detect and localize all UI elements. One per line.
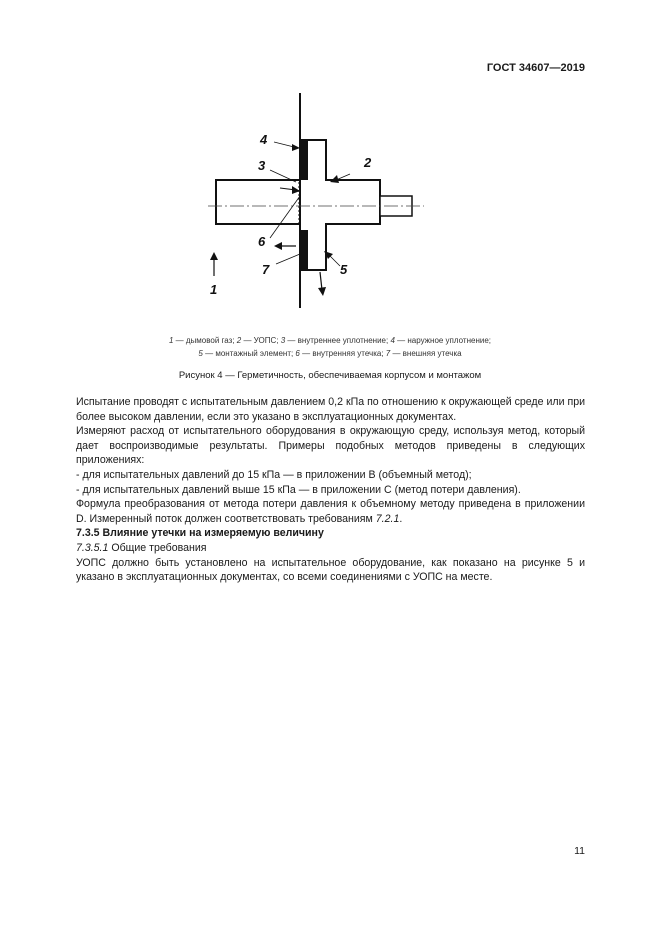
bottom-leak-arrow — [320, 272, 322, 290]
figure-4-diagram — [196, 90, 436, 310]
label-2: 2 — [364, 155, 372, 170]
outer-seal-bottom — [300, 230, 308, 270]
legend-entry: 1 — дымовой газ; — [168, 336, 237, 345]
figure-legend-line-1 — [60, 334, 600, 347]
paragraph-measure-flow: Измеряют расход от испытательного оборудования в окружающую среду, используя метод, который дает воспроизводимые результаты. Примеры подобных методов приведены в следующих приложениях: — [76, 425, 585, 467]
label-7: 7 — [262, 262, 270, 277]
leader-4-head — [292, 144, 300, 151]
paragraph-installation: УОПС должно быть установлено на испытательное оборудование, как показано на рисунке 5 и указано в эксплуатационных документах, со всеми соединениями с УОПС на месте. — [76, 556, 585, 584]
legend-entry: 3 — внутреннее уплотнение; — [280, 336, 391, 345]
section-heading-7-3-5: 7.3.5 Влияние утечки на измеряемую величину — [76, 527, 324, 540]
subsection-heading-7-3-5-1: 7.3.5.1 Общие требования — [76, 541, 207, 554]
body-text — [76, 395, 585, 585]
flue-gas-arrowhead — [210, 252, 218, 260]
legend-entry: 7 — внешняя утечка — [385, 349, 462, 358]
legend-entry: 4 — наружное уплотнение; — [390, 336, 492, 345]
figure-caption: Рисунок 4 — Герметичность, обеспечиваемая корпусом и монтажом — [178, 370, 482, 381]
paragraph-formula: Формула преобразования от метода потери давления к объемному методу приведена в приложении D. Измеренный поток должен соответствовать требованиям 7.2.1. — [76, 498, 585, 525]
label-3: 3 — [258, 158, 266, 173]
label-1: 1 — [210, 282, 218, 297]
label-5: 5 — [340, 262, 348, 277]
external-leak-arrowhead — [274, 242, 282, 250]
leader-7 — [276, 254, 300, 264]
bottom-leak-arrowhead — [318, 287, 326, 296]
list-item-method-b: - для испытательных давлений до 15 кПа — в приложении B (объемный метод); — [76, 468, 472, 481]
label-6: 6 — [258, 234, 266, 249]
label-4: 4 — [260, 132, 268, 147]
document-id: ГОСТ 34607—2019 — [486, 62, 585, 74]
paragraph-test-pressure: Испытание проводят с испытательным давлением 0,2 кПа по отношению к окружающей среде или при более высоком давлении, если это указано в эксплуатационных документах. — [76, 396, 585, 423]
outer-seal-top — [300, 140, 308, 180]
list-item-method-c: - для испытательных давлений выше 15 кПа — в приложении C (метод потери давления). — [76, 483, 521, 496]
legend-entry: 5 — монтажный элемент; — [198, 349, 296, 358]
legend-entry: 2 — УОПС; — [236, 336, 281, 345]
pipe-outline — [216, 180, 300, 224]
reference-7-2-1[interactable]: 7.2.1 — [375, 512, 400, 525]
leader-6 — [270, 196, 300, 238]
page-number: 11 — [574, 845, 585, 857]
figure-legend-line-2 — [60, 347, 600, 360]
legend-entry: 6 — внутренняя утечка; — [295, 349, 386, 358]
